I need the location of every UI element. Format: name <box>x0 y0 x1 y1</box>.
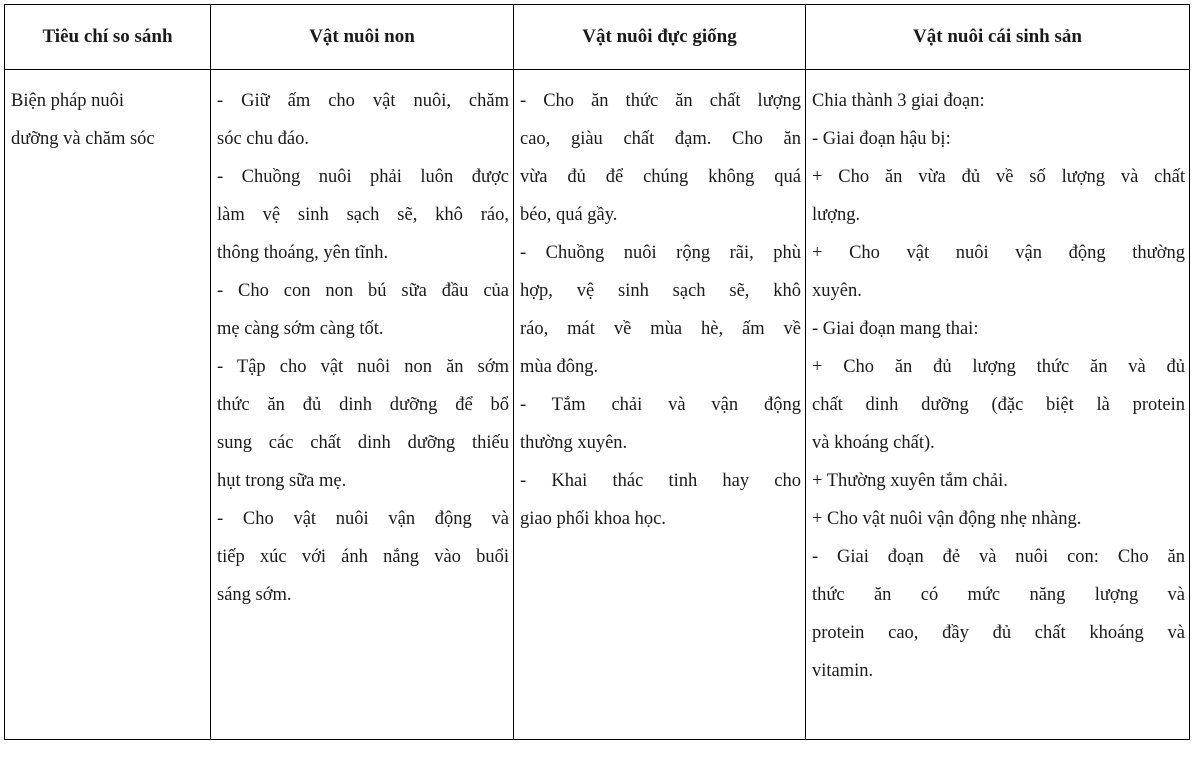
cell-line: vitamin. <box>812 661 874 681</box>
cell-line: hụt trong sữa mẹ. <box>217 471 347 491</box>
cell-line: xuyên. <box>812 281 862 301</box>
cell-line: giao phối khoa học. <box>520 509 666 529</box>
header-vat-nuoi-cai-sinh-san: Vật nuôi cái sinh sản <box>806 5 1190 70</box>
header-vat-nuoi-non: Vật nuôi non <box>211 5 514 70</box>
cell-line: tiếp xúc với ánh nắng vào buổi <box>217 547 509 567</box>
cell-line: mẹ càng sớm càng tốt. <box>217 319 384 339</box>
header-criteria: Tiêu chí so sánh <box>5 5 211 70</box>
cell-line: - Giai đoạn mang thai: <box>812 319 979 339</box>
cell-line: protein cao, đầy đủ chất khoáng và <box>812 623 1185 643</box>
cell-line: vừa đủ để chúng không quá <box>520 167 801 187</box>
cell-line: + Cho vật nuôi vận động thường <box>812 243 1185 263</box>
comparison-table <box>4 4 1190 740</box>
cell-line: thức ăn có mức năng lượng và <box>812 585 1185 605</box>
cell-line: lượng. <box>812 205 861 225</box>
cell-line: - Chuồng nuôi phải luôn được <box>217 167 509 187</box>
cell-line: - Tập cho vật nuôi non ăn sớm <box>217 357 509 377</box>
cell-line: thường xuyên. <box>520 433 628 453</box>
cell-vat-nuoi-cai-sinh-san <box>806 70 1190 740</box>
cell-line: làm vệ sinh sạch sẽ, khô ráo, <box>217 205 509 225</box>
cell-line: hợp, vệ sinh sạch sẽ, khô <box>520 281 801 301</box>
cell-line: - Cho con non bú sữa đầu của <box>217 281 509 301</box>
cell-line: + Cho vật nuôi vận động nhẹ nhàng. <box>812 509 1082 529</box>
table-row <box>5 70 1190 740</box>
cell-line: - Giai đoạn hậu bị: <box>812 129 951 149</box>
cell-vat-nuoi-non <box>211 70 514 740</box>
cell-line: - Giữ ấm cho vật nuôi, chăm <box>217 91 509 111</box>
cell-line: sáng sớm. <box>217 585 292 605</box>
cell-line: + Cho ăn vừa đủ về số lượng và chất <box>812 167 1185 187</box>
cell-line: mùa đông. <box>520 357 599 377</box>
header-row <box>5 5 1190 70</box>
cell-line: - Cho vật nuôi vận động và <box>217 509 509 529</box>
cell-line: Biện pháp nuôi <box>11 91 125 111</box>
cell-criteria <box>5 70 211 740</box>
cell-line: béo, quá gầy. <box>520 205 618 225</box>
cell-line: - Cho ăn thức ăn chất lượng <box>520 91 801 111</box>
cell-line: + Thường xuyên tắm chải. <box>812 471 1008 491</box>
cell-line: + Cho ăn đủ lượng thức ăn và đủ <box>812 357 1185 377</box>
cell-line: dưỡng và chăm sóc <box>11 129 155 149</box>
cell-line: - Giai đoạn đẻ và nuôi con: Cho ăn <box>812 547 1185 567</box>
cell-line: thức ăn đủ dinh dưỡng để bổ <box>217 395 509 415</box>
cell-line: chất dinh dưỡng (đặc biệt là protein <box>812 395 1185 415</box>
cell-line: - Khai thác tinh hay cho <box>520 471 801 491</box>
header-vat-nuoi-duc-giong: Vật nuôi đực giống <box>514 5 806 70</box>
cell-line: - Tắm chải và vận động <box>520 395 801 415</box>
cell-line: - Chuồng nuôi rộng rãi, phù <box>520 243 801 263</box>
cell-vat-nuoi-duc-giong <box>514 70 806 740</box>
cell-line: sóc chu đáo. <box>217 129 309 149</box>
cell-line: cao, giàu chất đạm. Cho ăn <box>520 129 801 149</box>
cell-line: sung các chất dinh dưỡng thiếu <box>217 433 509 453</box>
cell-line: ráo, mát về mùa hè, ấm về <box>520 319 801 339</box>
cell-line: Chia thành 3 giai đoạn: <box>812 91 985 111</box>
cell-line: thông thoáng, yên tĩnh. <box>217 243 389 263</box>
cell-line: và khoáng chất). <box>812 433 935 453</box>
